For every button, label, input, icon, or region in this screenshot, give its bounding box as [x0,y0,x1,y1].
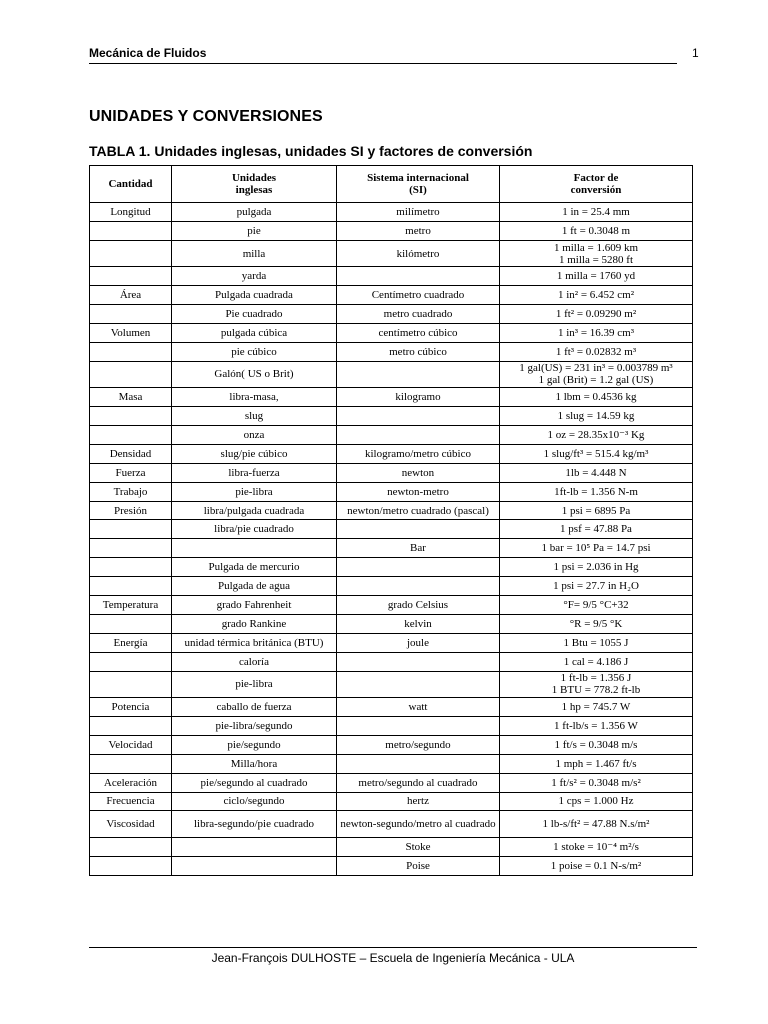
cell-factor-conversion: 1 psi = 6895 Pa [500,501,693,520]
cell-unidad-inglesa: caloría [172,652,337,671]
cell-cantidad [90,520,172,539]
cell-unidad-si: milímetro [337,203,500,222]
cell-unidad-inglesa: caballo de fuerza [172,698,337,717]
cell-cantidad: Potencia [90,698,172,717]
table-row [90,388,693,407]
table-row [90,463,693,482]
cell-unidad-inglesa: milla [172,240,337,267]
cell-unidad-inglesa: pulgada cúbica [172,323,337,342]
table-row [90,520,693,539]
cell-unidad-inglesa: pie-libra/segundo [172,716,337,735]
cell-unidad-si: kelvin [337,614,500,633]
cell-cantidad [90,577,172,596]
cell-cantidad [90,305,172,324]
cell-unidad-si: metro [337,221,500,240]
cell-cantidad: Velocidad [90,735,172,754]
cell-cantidad [90,671,172,698]
cell-unidad-si: kilómetro [337,240,500,267]
cell-unidad-inglesa: pie/segundo [172,735,337,754]
cell-unidad-inglesa: Pulgada de mercurio [172,558,337,577]
cell-cantidad: Fuerza [90,463,172,482]
cell-factor-conversion: 1 in = 25.4 mm [500,203,693,222]
cell-unidad-si [337,671,500,698]
cell-unidad-si [337,652,500,671]
cell-unidad-inglesa: libra/pulgada cuadrada [172,501,337,520]
section-title: UNIDADES Y CONVERSIONES [89,108,323,125]
cell-unidad-si [337,577,500,596]
cell-unidad-inglesa: yarda [172,267,337,286]
cell-factor-conversion: 1 ft/s² = 0.3048 m/s² [500,773,693,792]
table-row [90,203,693,222]
cell-factor-conversion: 1 ft³ = 0.02832 m³ [500,342,693,361]
footer-text: Jean-François DULHOSTE – Escuela de Ingeniería Mecánica - ULA [211,951,575,965]
cell-factor-conversion: 1 psf = 47.88 Pa [500,520,693,539]
cell-cantidad [90,837,172,856]
cell-unidad-si: metro cuadrado [337,305,500,324]
cell-unidad-si: Poise [337,856,500,875]
cell-unidad-inglesa: slug [172,407,337,426]
footer-divider [89,947,697,948]
cell-unidad-inglesa: libra/pie cuadrado [172,520,337,539]
table-row [90,792,693,811]
cell-unidad-inglesa: onza [172,426,337,445]
cell-unidad-si: metro/segundo al cuadrado [337,773,500,792]
cell-cantidad [90,426,172,445]
cell-unidad-inglesa: grado Fahrenheit [172,596,337,615]
cell-cantidad [90,539,172,558]
cell-unidad-inglesa: Milla/hora [172,754,337,773]
cell-unidad-inglesa: pulgada [172,203,337,222]
cell-unidad-inglesa: pie [172,221,337,240]
cell-factor-conversion: 1 lb-s/ft² = 47.88 N.s/m² [500,811,693,838]
cell-factor-conversion: 1 milla = 1760 yd [500,267,693,286]
table-row [90,426,693,445]
cell-factor-conversion: 1 ft/s = 0.3048 m/s [500,735,693,754]
column-header-sistema-internacional: Sistema internacional (SI) [337,166,500,203]
table-row [90,240,693,267]
cell-cantidad: Frecuencia [90,792,172,811]
cell-cantidad: Volumen [90,323,172,342]
cell-factor-conversion: 1 psi = 2.036 in Hg [500,558,693,577]
table-row [90,482,693,501]
table-caption: TABLA 1. Unidades inglesas, unidades SI y factores de conversión [89,143,533,159]
cell-cantidad [90,754,172,773]
table-header-row [90,166,693,203]
cell-factor-conversion: 1 bar = 10⁵ Pa = 14.7 psi [500,539,693,558]
cell-unidad-si [337,520,500,539]
cell-factor-conversion: 1 ft-lb/s = 1.356 W [500,716,693,735]
cell-unidad-si [337,558,500,577]
column-header-unidades-inglesas: Unidades inglesas [172,166,337,203]
cell-unidad-si: Stoke [337,837,500,856]
table-row [90,305,693,324]
cell-factor-conversion: 1 ft-lb = 1.356 J 1 BTU = 778.2 ft-lb [500,671,693,698]
cell-factor-conversion: 1 lbm = 0.4536 kg [500,388,693,407]
table-row [90,671,693,698]
cell-unidad-si: watt [337,698,500,717]
cell-unidad-si [337,426,500,445]
cell-unidad-si: newton/metro cuadrado (pascal) [337,501,500,520]
cell-cantidad: Energía [90,633,172,652]
cell-factor-conversion: 1 in³ = 16.39 cm³ [500,323,693,342]
cell-unidad-inglesa: Galón( US o Brit) [172,361,337,388]
cell-unidad-si: newton [337,463,500,482]
cell-factor-conversion: 1 mph = 1.467 ft/s [500,754,693,773]
table-row [90,754,693,773]
cell-factor-conversion: °R = 9/5 °K [500,614,693,633]
cell-unidad-inglesa: grado Rankine [172,614,337,633]
cell-unidad-inglesa: pie/segundo al cuadrado [172,773,337,792]
cell-unidad-inglesa [172,856,337,875]
cell-factor-conversion: 1 Btu = 1055 J [500,633,693,652]
table-row [90,558,693,577]
cell-cantidad: Presión [90,501,172,520]
table-row [90,221,693,240]
cell-unidad-si: Centímetro cuadrado [337,286,500,305]
cell-unidad-si: Bar [337,539,500,558]
cell-unidad-si: newton-metro [337,482,500,501]
cell-cantidad: Longitud [90,203,172,222]
table-row [90,698,693,717]
table-body [90,203,693,876]
cell-unidad-si: hertz [337,792,500,811]
conversion-table [89,165,693,876]
cell-unidad-si [337,407,500,426]
table-row [90,837,693,856]
cell-factor-conversion: 1 cal = 4.186 J [500,652,693,671]
cell-factor-conversion: 1 milla = 1.609 km 1 milla = 5280 ft [500,240,693,267]
cell-cantidad [90,614,172,633]
table-row [90,735,693,754]
cell-cantidad: Trabajo [90,482,172,501]
table-row [90,577,693,596]
cell-unidad-si [337,361,500,388]
cell-unidad-si: kilogramo [337,388,500,407]
table-row [90,614,693,633]
cell-factor-conversion: 1 poise = 0.1 N-s/m² [500,856,693,875]
cell-unidad-inglesa: pie cúbico [172,342,337,361]
cell-unidad-si: metro cúbico [337,342,500,361]
cell-cantidad [90,361,172,388]
cell-unidad-inglesa [172,837,337,856]
cell-unidad-inglesa: unidad térmica británica (BTU) [172,633,337,652]
cell-unidad-inglesa: Pulgada de agua [172,577,337,596]
table-row [90,407,693,426]
cell-unidad-si: grado Celsius [337,596,500,615]
column-header-factor-conversion: Factor de conversión [500,166,693,203]
table-row [90,716,693,735]
cell-factor-conversion: 1ft-lb = 1.356 N-m [500,482,693,501]
table-row [90,267,693,286]
cell-unidad-si [337,754,500,773]
table-row [90,286,693,305]
page-header [89,45,699,64]
table-row [90,539,693,558]
page-number: 1 [692,46,699,60]
cell-unidad-si: newton-segundo/metro al cuadrado [337,811,500,838]
cell-unidad-inglesa: Pulgada cuadrada [172,286,337,305]
cell-factor-conversion: 1 stoke = 10⁻⁴ m²/s [500,837,693,856]
cell-cantidad: Masa [90,388,172,407]
table-row [90,652,693,671]
cell-cantidad [90,856,172,875]
cell-cantidad: Aceleración [90,773,172,792]
cell-cantidad [90,652,172,671]
table-row [90,773,693,792]
cell-unidad-inglesa: pie-libra [172,482,337,501]
cell-factor-conversion: 1lb = 4.448 N [500,463,693,482]
table-row [90,856,693,875]
cell-factor-conversion: 1 ft = 0.3048 m [500,221,693,240]
cell-cantidad [90,716,172,735]
cell-unidad-si [337,716,500,735]
table-row [90,323,693,342]
table-row [90,633,693,652]
table-row [90,596,693,615]
cell-cantidad: Temperatura [90,596,172,615]
cell-unidad-si: kilogramo/metro cúbico [337,444,500,463]
cell-cantidad: Viscosidad [90,811,172,838]
cell-factor-conversion: 1 slug = 14.59 kg [500,407,693,426]
document-title: Mecánica de Fluidos [89,46,207,60]
cell-unidad-si: centímetro cúbico [337,323,500,342]
cell-unidad-inglesa: libra-segundo/pie cuadrado [172,811,337,838]
cell-unidad-inglesa: libra-fuerza [172,463,337,482]
cell-factor-conversion: 1 oz = 28.35x10⁻³ Kg [500,426,693,445]
cell-factor-conversion: 1 psi = 27.7 in H₂O [500,577,693,596]
cell-factor-conversion: 1 cps = 1.000 Hz [500,792,693,811]
cell-cantidad: Área [90,286,172,305]
cell-factor-conversion: 1 gal(US) = 231 in³ = 0.003789 m³ 1 gal (Brit) = 1.2 gal (US) [500,361,693,388]
cell-factor-conversion: 1 slug/ft³ = 515.4 kg/m³ [500,444,693,463]
cell-cantidad [90,342,172,361]
cell-unidad-inglesa: Pie cuadrado [172,305,337,324]
cell-cantidad [90,221,172,240]
table-row [90,361,693,388]
cell-unidad-inglesa [172,539,337,558]
cell-unidad-inglesa: pie-libra [172,671,337,698]
cell-cantidad [90,407,172,426]
cell-unidad-inglesa: ciclo/segundo [172,792,337,811]
cell-unidad-inglesa: libra-masa, [172,388,337,407]
cell-unidad-si: joule [337,633,500,652]
cell-cantidad: Densidad [90,444,172,463]
cell-unidad-si: metro/segundo [337,735,500,754]
cell-unidad-inglesa: slug/pie cúbico [172,444,337,463]
cell-factor-conversion: 1 ft² = 0.09290 m² [500,305,693,324]
table-row [90,501,693,520]
cell-cantidad [90,558,172,577]
cell-factor-conversion: 1 hp = 745.7 W [500,698,693,717]
cell-unidad-si [337,267,500,286]
column-header-cantidad: Cantidad [90,166,172,203]
table-row [90,444,693,463]
cell-factor-conversion: °F= 9/5 °C+32 [500,596,693,615]
cell-factor-conversion: 1 in² = 6.452 cm² [500,286,693,305]
cell-cantidad [90,267,172,286]
table-row [90,342,693,361]
table-row [90,811,693,838]
cell-cantidad [90,240,172,267]
